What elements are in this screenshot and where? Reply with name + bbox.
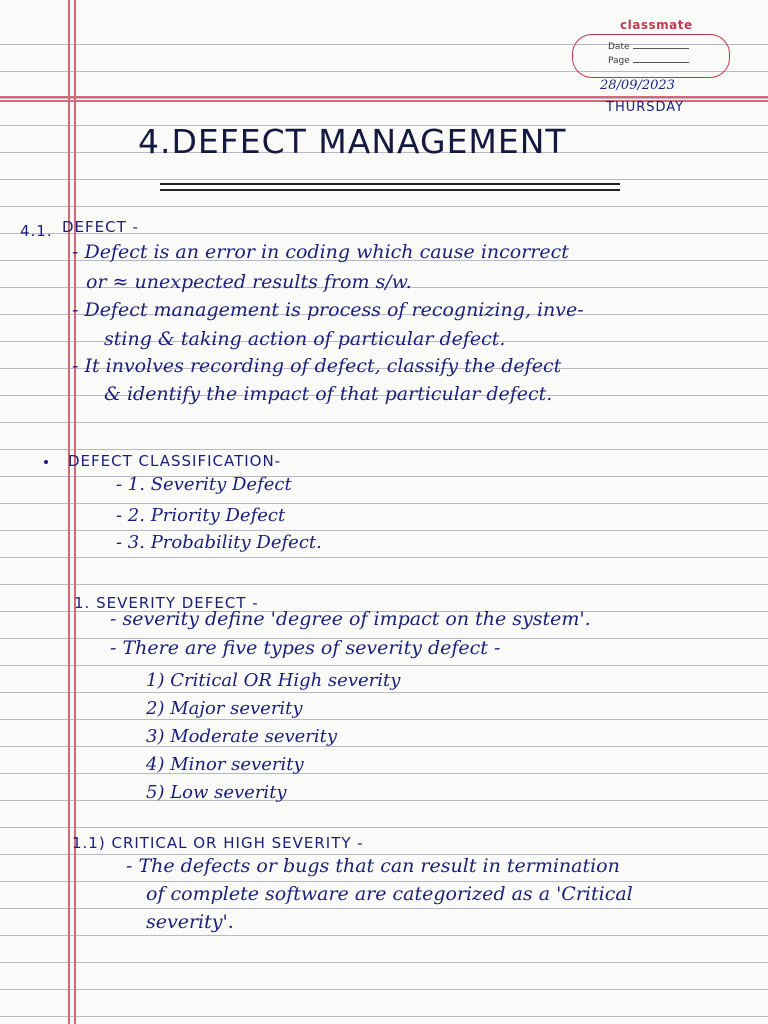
stamp-date-label: Date (608, 42, 630, 52)
stamp-page-label: Page (608, 56, 630, 66)
section-heading: 1. SEVERITY DEFECT - (74, 594, 259, 612)
list-item: 3) Moderate severity (146, 726, 338, 747)
text-line: severity'. (146, 911, 234, 933)
title-underline (160, 189, 620, 191)
text-line: & identify the impact of that particular defect. (104, 383, 553, 405)
stamp-brand: classmate (620, 18, 693, 32)
text-line: - The defects or bugs that can result in termination (126, 855, 620, 877)
classmate-stamp (572, 18, 732, 80)
stamp-page-row (608, 56, 689, 66)
section-heading: DEFECT - (62, 218, 139, 236)
stamp-date-row (608, 42, 689, 52)
list-item: - 3. Probability Defect. (116, 532, 322, 553)
list-item: - 1. Severity Defect (116, 474, 292, 495)
text-line: sting & taking action of particular defect. (104, 328, 506, 350)
text-line: - It involves recording of defect, classify the defect (72, 355, 562, 377)
margin-line (74, 0, 76, 1024)
title-underline (160, 183, 620, 185)
text-line: - severity define 'degree of impact on the system'. (110, 608, 591, 630)
margin-line (68, 0, 70, 1024)
text-line: - Defect management is process of recognizing, inve- (72, 299, 584, 321)
section-number: 4.1. (20, 222, 53, 240)
list-item: - 2. Priority Defect (116, 505, 286, 526)
page-title: 4.DEFECT MANAGEMENT (138, 122, 567, 161)
day-text: THURSDAY (606, 100, 685, 115)
bullet-dot (44, 460, 48, 464)
text-line: or ≈ unexpected results from s/w. (86, 271, 412, 293)
list-item: 4) Minor severity (146, 754, 304, 775)
header-rule (0, 96, 768, 98)
list-item: 1) Critical OR High severity (146, 670, 401, 691)
text-line: - There are five types of severity defect - (110, 637, 501, 659)
section-heading: 1.1) CRITICAL OR HIGH SEVERITY - (72, 834, 364, 852)
text-line: - Defect is an error in coding which cause incorrect (72, 241, 569, 263)
text-line: of complete software are categorized as a 'Critical (146, 883, 633, 905)
list-item: 2) Major severity (146, 698, 303, 719)
section-heading: DEFECT CLASSIFICATION- (68, 452, 282, 470)
date-text: 28/09/2023 (600, 78, 675, 93)
list-item: 5) Low severity (146, 782, 287, 803)
